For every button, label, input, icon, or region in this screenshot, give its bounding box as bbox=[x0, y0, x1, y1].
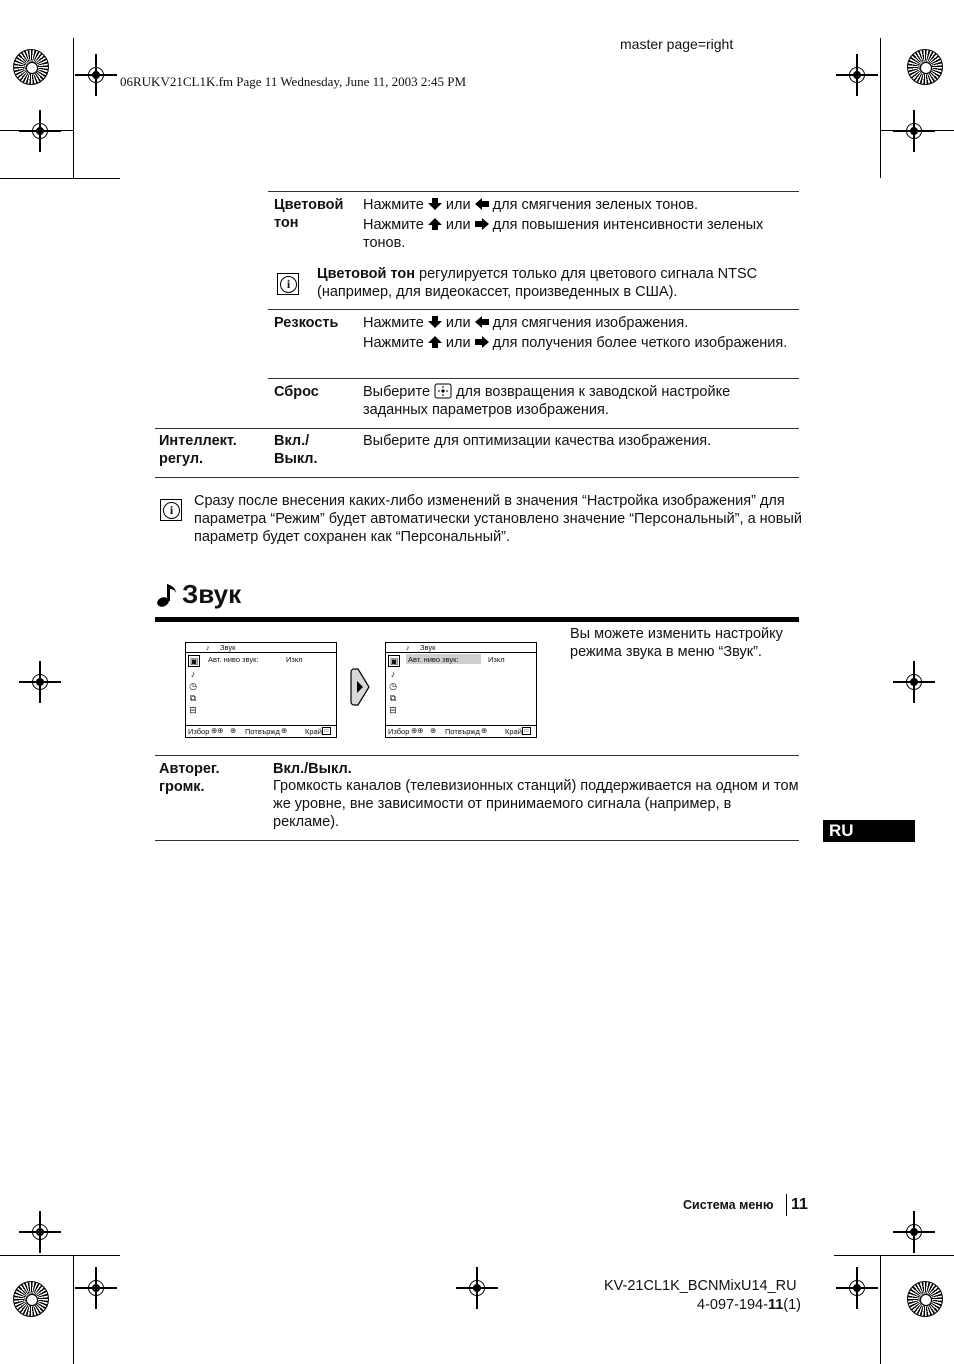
color-tone-note bbox=[317, 265, 799, 301]
section-title: Звук bbox=[182, 579, 242, 609]
text: или bbox=[445, 315, 471, 331]
auto-volume-label: Авторег. громк. bbox=[159, 761, 220, 795]
arrow-up-icon bbox=[428, 218, 442, 230]
text: 4-097-194- bbox=[697, 1297, 768, 1313]
osd-foot-confirm: Потвържд bbox=[245, 727, 280, 736]
music-note-icon bbox=[156, 582, 178, 608]
osd-footer bbox=[386, 725, 536, 737]
menu-key-icon: ▭ bbox=[524, 728, 529, 734]
registration-cross-icon bbox=[903, 1221, 925, 1243]
registration-star-icon bbox=[907, 1281, 943, 1317]
ok-icon: ⊕ bbox=[481, 726, 488, 735]
osd-title-bar bbox=[186, 643, 336, 653]
intellect-text: Выберите для оптимизации качества изображения. bbox=[363, 433, 712, 449]
text: 11 bbox=[767, 1297, 784, 1313]
note-bold: Цветовой тон bbox=[317, 266, 416, 282]
table-rule bbox=[268, 191, 799, 192]
table-rule bbox=[155, 428, 799, 429]
registration-cross-icon bbox=[29, 1221, 51, 1243]
osd-item-label: Авт. ниво звук: bbox=[208, 655, 259, 664]
ok-icon: ⊕ bbox=[281, 726, 288, 735]
table-rule bbox=[268, 309, 799, 310]
registration-cross-icon bbox=[903, 671, 925, 693]
sound-icon: ♪ bbox=[190, 669, 196, 679]
language-tab: RU bbox=[823, 820, 915, 842]
section-rule bbox=[155, 617, 799, 622]
auto-volume-text: Громкость каналов (телевизионных станций) поддерживается на одном и том же уровне, вне зависимости от принимаемого сигнала (например, в рекламе). bbox=[273, 778, 799, 830]
picture-icon: ▣ bbox=[389, 656, 399, 666]
reset-label: Сброс bbox=[274, 384, 319, 400]
osd-screen-before bbox=[185, 642, 337, 738]
file-info: 06RUKV21CL1K.fm Page 11 Wednesday, June 11, 2003 2:45 PM bbox=[120, 74, 467, 89]
registration-cross-icon bbox=[846, 1277, 868, 1299]
nav-right-icon: ⊕ bbox=[230, 726, 237, 735]
arrow-down-icon bbox=[428, 316, 442, 328]
osd-music-icon: ♪ bbox=[406, 643, 410, 652]
crop-line bbox=[73, 38, 74, 178]
crop-line bbox=[73, 1255, 74, 1364]
menu-key-icon: ▭ bbox=[324, 728, 329, 734]
info-icon: i bbox=[160, 499, 182, 521]
step-arrow-icon bbox=[350, 668, 370, 706]
text: для смягчения изображения. bbox=[492, 315, 689, 331]
osd-title: Звук bbox=[420, 643, 436, 652]
setup-icon: ⧉ bbox=[189, 693, 197, 703]
osd-foot-end: Край bbox=[305, 727, 322, 736]
timer-icon: ◷ bbox=[389, 681, 397, 691]
crop-line bbox=[880, 1255, 881, 1364]
osd-title: Звук bbox=[220, 643, 236, 652]
text: Нажмите bbox=[363, 217, 424, 233]
master-page-label: master page=right bbox=[620, 36, 734, 52]
mode-note: Сразу после внесения каких-либо изменений в значения “Настройка изображения” для параметра “Режим” будет автоматически установлено значение “Персональный”, а новый параметр будет сохранен как “Персональный”. bbox=[194, 493, 802, 545]
registration-cross-icon bbox=[85, 64, 107, 86]
text: или bbox=[445, 217, 471, 233]
arrow-left-icon bbox=[475, 198, 489, 210]
registration-cross-icon bbox=[29, 120, 51, 142]
footer-code bbox=[697, 1296, 801, 1314]
ok-button-icon bbox=[434, 383, 452, 399]
text: или bbox=[445, 335, 471, 351]
text: для смягчения зеленых тонов. bbox=[492, 197, 699, 213]
section-intro: Вы можете изменить настройку режима звука в меню “Звук”. bbox=[570, 626, 783, 660]
crop-line bbox=[0, 178, 120, 179]
table-rule bbox=[155, 477, 799, 478]
text: Нажмите bbox=[363, 315, 424, 331]
intellect-value: Вкл./ Выкл. bbox=[274, 433, 318, 467]
arrow-up-icon bbox=[428, 336, 442, 348]
setup-icon: ⧉ bbox=[389, 693, 397, 703]
registration-star-icon bbox=[907, 49, 943, 85]
color-tone-label: Цветовой тон bbox=[274, 197, 344, 231]
nav-right-icon: ⊕ bbox=[430, 726, 437, 735]
color-tone-line1 bbox=[363, 196, 799, 214]
table-rule bbox=[155, 840, 799, 841]
osd-item-label: Авт. ниво звук: bbox=[408, 655, 459, 664]
osd-foot-end: Край bbox=[505, 727, 522, 736]
auto-volume-value: Вкл./Выкл. bbox=[273, 761, 352, 777]
footer-model: KV-21CL1K_BCNMixU14_RU bbox=[604, 1278, 797, 1294]
intellect-label: Интеллект. регул. bbox=[159, 433, 237, 467]
text: или bbox=[445, 197, 471, 213]
osd-foot-select: Избор bbox=[188, 727, 210, 736]
nav-arrows-icon: ⊕⊕ bbox=[411, 726, 424, 735]
text: Нажмите bbox=[363, 335, 424, 351]
picture-icon: ▣ bbox=[189, 656, 199, 666]
page-number: 11 bbox=[791, 1196, 808, 1213]
sharpness-label: Резкость bbox=[274, 315, 339, 331]
tools-icon: ⊟ bbox=[389, 705, 397, 715]
registration-cross-icon bbox=[29, 671, 51, 693]
crop-line bbox=[834, 1255, 954, 1256]
footer-section-name: Система меню bbox=[683, 1198, 774, 1212]
osd-menu-icons bbox=[188, 655, 200, 717]
registration-cross-icon bbox=[846, 64, 868, 86]
registration-cross-icon bbox=[85, 1277, 107, 1299]
text: для возвращения к заводской настройке заданных параметров изображения. bbox=[363, 384, 731, 418]
arrow-down-icon bbox=[428, 198, 442, 210]
nav-arrows-icon: ⊕⊕ bbox=[211, 726, 224, 735]
table-rule bbox=[155, 755, 799, 756]
osd-music-icon: ♪ bbox=[206, 643, 210, 652]
osd-footer bbox=[186, 725, 336, 737]
osd-foot-confirm: Потвържд bbox=[445, 727, 480, 736]
text: Выберите bbox=[363, 384, 431, 400]
timer-icon: ◷ bbox=[189, 681, 197, 691]
registration-cross-icon bbox=[903, 120, 925, 142]
osd-screen-after bbox=[385, 642, 537, 738]
info-icon: i bbox=[277, 273, 299, 295]
sharpness-line2 bbox=[363, 334, 799, 352]
osd-menu-icons bbox=[388, 655, 400, 717]
sound-icon: ♪ bbox=[390, 669, 396, 679]
tools-icon: ⊟ bbox=[189, 705, 197, 715]
osd-item-value: Изкл bbox=[286, 655, 303, 664]
table-rule bbox=[268, 378, 799, 379]
sharpness-line1 bbox=[363, 314, 799, 332]
crop-line bbox=[0, 1255, 120, 1256]
note-text: регулируется только для цветового сигнала NTSC (например, для видеокассет, произведенных в США). bbox=[317, 266, 758, 300]
footer-divider bbox=[786, 1194, 787, 1216]
text: (1) bbox=[783, 1297, 802, 1313]
text: для получения более четкого изображения. bbox=[492, 335, 788, 351]
osd-item-value: Изкл bbox=[488, 655, 505, 664]
registration-star-icon bbox=[13, 49, 49, 85]
osd-title-bar bbox=[386, 643, 536, 653]
osd-foot-select: Избор bbox=[388, 727, 410, 736]
registration-star-icon bbox=[13, 1281, 49, 1317]
text: Нажмите bbox=[363, 197, 424, 213]
arrow-left-icon bbox=[475, 316, 489, 328]
arrow-right-icon bbox=[475, 336, 489, 348]
text: для повышения интенсивности зеленых тонов. bbox=[363, 217, 764, 251]
registration-cross-icon bbox=[466, 1277, 488, 1299]
color-tone-line2 bbox=[363, 216, 799, 252]
crop-line bbox=[880, 38, 881, 178]
reset-text bbox=[363, 383, 799, 419]
arrow-right-icon bbox=[475, 218, 489, 230]
